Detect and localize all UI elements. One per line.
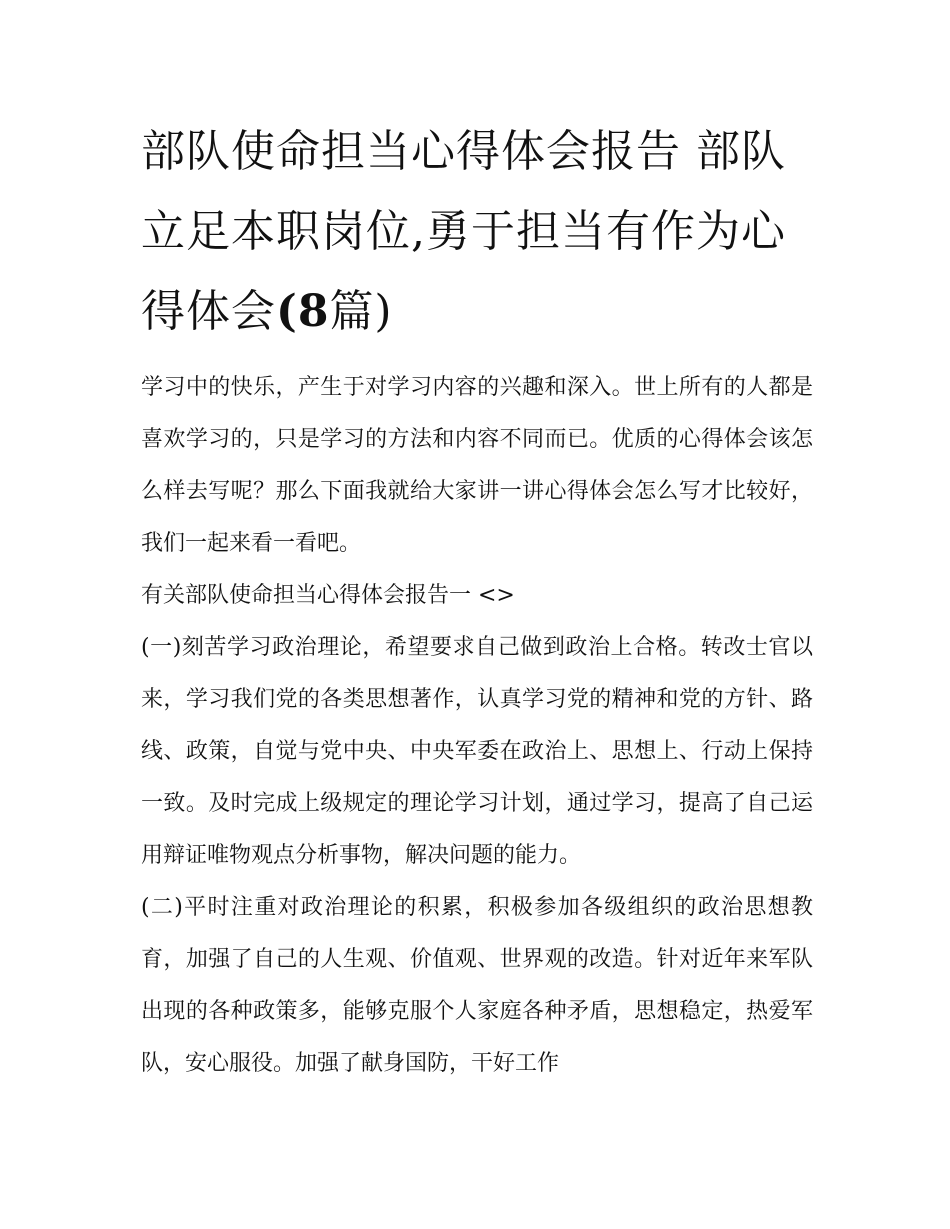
- body-paragraph: (二)平时注重对政治理论的积累，积极参加各级组织的政治思想教育，加强了自己的人生观、价值观、世界观的改造。针对近年来军队出现的各种政策多，能够克服个人家庭各种矛盾，思想稳定，热爱军队，安心服役。加强了献身国防，干好工作: [141, 895, 813, 1076]
- title-suffix: 篇): [329, 286, 393, 337]
- intro-paragraph: 学习中的快乐，产生于对学习内容的兴趣和深入。世上所有的人都是喜欢学习的，只是学习的方法和内容不同而已。优质的心得体会该怎么样去写呢？那么下面我就给大家讲一讲心得体会怎么写才比较好，我们一起来看一看吧。: [141, 375, 813, 556]
- body-paragraph: (一)刻苦学习政治理论，希望要求自己做到政治上合格。转改士官以来，学习我们党的各类思想著作，认真学习党的精神和党的方针、路线、政策，自觉与党中央、中央军委在政治上、思想上、行动上保持一致。及时完成上级规定的理论学习计划，通过学习，提高了自己运用辩证唯物观点分析事物，解决问题的能力。: [141, 635, 813, 868]
- document-title: [141, 112, 813, 352]
- section-heading: 有关部队使命担当心得体会报告一 <>: [141, 583, 515, 608]
- title-count: (8: [276, 286, 330, 337]
- document-body: [141, 112, 813, 1090]
- title-text: 部队使命担当心得体会报告 部队立足本职岗位,勇于担当有作为心得体会: [141, 126, 786, 337]
